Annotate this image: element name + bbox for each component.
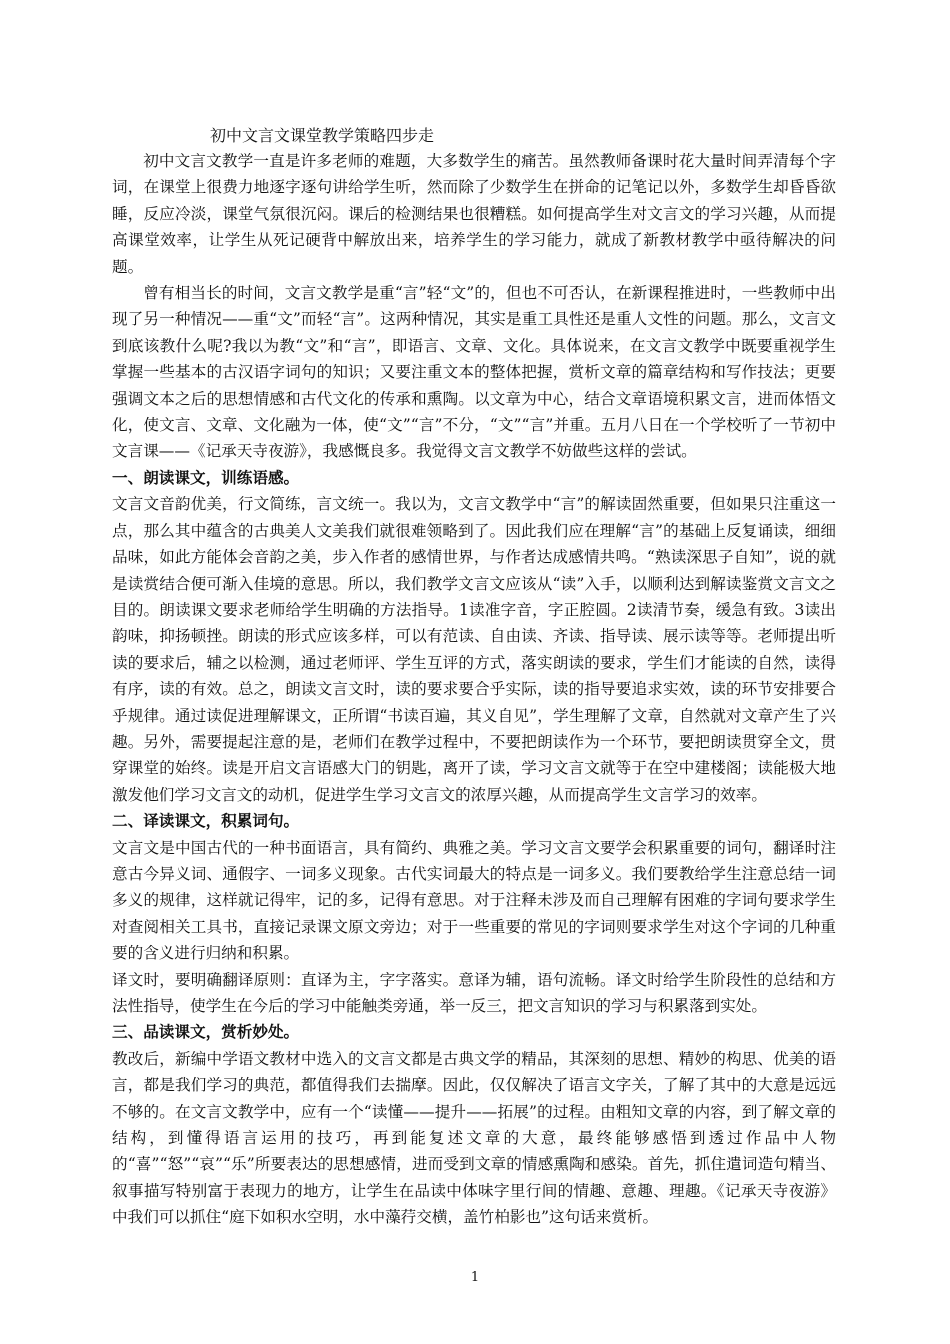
section-heading-appreciation: 三、品读课文，赏析妙处。	[112, 1022, 300, 1042]
intro-paragraph-1: 初中文言文教学一直是许多老师的难题，大多数学生的痛苦。虽然教师备课时花大量时间弄清每个字词，在课堂上很费力地逐字逐句讲给学生听，然而除了少数学生在拼命的记笔记以外，多数学生却昏昏欲睡，反应冷淡，课堂气氛很沉闷。课后的检测结果也很糟糕。如何提高学生对文言文的学习兴趣，从而提高课堂效率，让学生从死记硬背中解放出来，培养学生的学习能力，就成了新教材教学中亟待解决的问题。	[112, 152, 836, 276]
section-appreciation-paragraph: 教改后，新编中学语文教材中选入的文言文都是古典文学的精品，其深刻的思想、精妙的构思、优美的语言，都是我们学习的典范，都值得我们去揣摩。因此，仅仅解决了语言文字关，了解了其中的大意是远远不够的。在文言文教学中，应有一个“读懂——提升——拓展”的过程。由粗知文章的内容，到了解文章的结构，到懂得语言运用的技巧，再到能复述文章的大意，最终能够感悟到透过作品中人物的“喜”“怒”“哀”“乐”所要表达的思想感情，进而受到文章的情感熏陶和感染。首先，抓住遣词造句精当、叙事描写特别富于表现力的地方，让学生在品读中体味字里行间的情趣、意趣、理趣。《记承天寺夜游》中我们可以抓住“庭下如积水空明，水中藻荇交横，盖竹柏影也”这句话来赏析。	[112, 1049, 836, 1227]
intro-paragraph-2: 曾有相当长的时间，文言文教学是重“言”轻“文”的，但也不可否认，在新课程推进时，一些教师中出现了另一种情况——重“文”而轻“言”。这两种情况，其实是重工具性还是重人文性的问题。那么，文言文到底该教什么呢?我以为教“文”和“言”，即语言、文章、文化。具体说来，在文言文教学中既要重视学生掌握一些基本的古汉语字词句的知识；又要注重文本的整体把握，赏析文章的篇章结构和写作技法；更要强调文本之后的思想情感和古代文化的传承和熏陶。以文章为中心，结合文章语境积累文言，进而体悟文化，使文言、文章、文化融为一体，使“文”“言”不分，“文”“言”并重。五月八日在一个学校听了一节初中文言课——《记承天寺夜游》，我感慨良多。我觉得文言文教学不妨做些这样的尝试。	[112, 284, 836, 461]
section-heading-translation: 二、译读课文，积累词句。	[112, 811, 300, 831]
document-page	[112, 124, 836, 1231]
section-translation-paragraph-1: 文言文是中国古代的一种书面语言，具有简约、典雅之美。学习文言文要学会积累重要的词句，翻译时注意古今异义词、通假字、一词多义现象。古代实词最大的特点是一词多义。我们要教给学生注意总结一词多义的规律，这样就记得牢，记的多，记得有意思。对于注释未涉及而自己理解有困难的字词句要求学生对查阅相关工具书，直接记录课文原文旁边；对于一些重要的常见的字词则要求学生对这个字词的几种重要的含义进行归纳和积累。	[112, 838, 836, 963]
document-title: 初中文言文课堂教学策略四步走	[210, 126, 435, 145]
section-reading-paragraph: 文言文音韵优美，行文简练，言文统一。我以为，文言文教学中“言”的解读固然重要，但如果只注重这一点，那么其中蕴含的古典美人文美我们就很难领略到了。因此我们应在理解“言”的基础上反复诵读，细细品味，如此方能体会音韵之美，步入作者的感情世界，与作者达成感情共鸣。“熟读深思子自知”，说的就是读赏结合便可渐入佳境的意思。所以，我们教学文言文应该从“读”入手，以顺利达到解读鉴赏文言文之目的。朗读课文要求老师给学生明确的方法指导。1读准字音，字正腔圆。2读清节奏，缓急有致。3读出韵味，抑扬顿挫。朗读的形式应该多样，可以有范读、自由读、齐读、指导读、展示读等等。老师提出听读的要求后，辅之以检测，通过老师评、学生互评的方式，落实朗读的要求，学生们才能读的自然，读得有序，读的有效。总之，朗读文言文时，读的要求要合乎实际，读的指导要追求实效，读的环节安排要合乎规律。通过读促进理解课文，正所谓“书读百遍，其义自见”，学生理解了文章，自然就对文章产生了兴趣。另外，需要提起注意的是，老师们在教学过程中，不要把朗读作为一个环节，要把朗读贯穿全文，贯穿课堂的始终。读是开启文言语感大门的钥匙，离开了读，学习文言文就等于在空中建楼阁；读能极大地激发他们学习文言文的动机，促进学生学习文言文的浓厚兴趣，从而提高学生文言学习的效率。	[112, 495, 836, 804]
section-heading-reading: 一、朗读课文，训练语感。	[112, 467, 300, 487]
page-number: 1	[470, 1270, 480, 1285]
section-translation-paragraph-2: 译文时，要明确翻译原则：直译为主，字字落实。意译为辅，语句流畅。译文时给学生阶段性的总结和方法性指导，使学生在今后的学习中能触类旁通，举一反三，把文言知识的学习与积累落到实处。	[112, 970, 836, 1015]
